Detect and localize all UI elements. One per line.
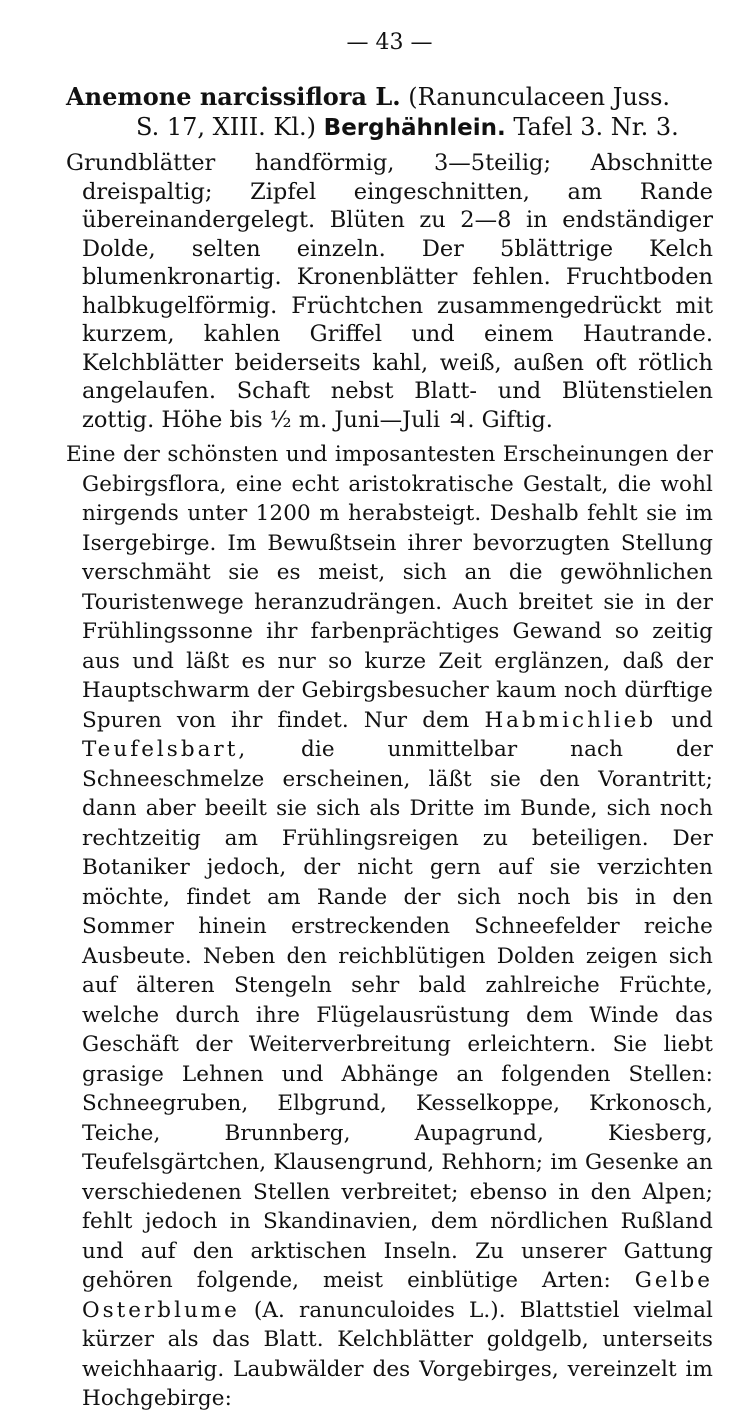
botanical-description: Grundblätter handförmig, 3—5teilig; Abschnitte dreispaltig; Zipfel eingeschnitten, am Rande übereinandergelegt. Blüten zu 2—8 in endständiger Dolde, selten einzeln. Der 5blättrige Kelch blumenkronartig. Kronenblätter fehlen. Fruchtboden halbkugelförmig. Früchtchen zusammengedrückt mit kurzem, kahlen Griffel und einem Hautrande. Kelchblätter beiderseits kahl, weiß, außen oft rötlich angelaufen. Schaft nebst Blatt- und Blütenstielen zottig. Höhe bis ½ m. Juni—Juli ♃. Giftig. [66, 150, 713, 433]
conjunction: und [671, 707, 713, 733]
body-text-part-4: (A. ranunculoides L.). Blattstiel vielmal kürzer als das Blatt. Kelchblätter goldgelb, unterseits weichhaarig. Laubwälder des Vorgebirges, vereinzelt im Hochgebirge: [82, 1297, 714, 1411]
latin-name: Anemone narcissiflora L. [66, 82, 401, 111]
body-text [66, 440, 713, 1414]
plant-name-teufelsbart: Teufelsbart, [82, 737, 249, 762]
german-name: Berghähnlein. [323, 115, 506, 141]
body-text-part-2: die unmittelbar nach der Schneeschmelze erscheinen, läßt sie den Vorantritt; dann aber beeilt sie sich als Dritte im Bunde, sich noch rechtzeitig am Frühlingsreigen zu beteiligen. Der Botaniker jedoch, der nicht gern auf sie verzichten möchte, findet am Rande der sich noch bis in den Sommer hinein erstreckenden Schneefelder reiche Ausbeute. Neben den reichblütigen Dolden zeigen sich auf älteren Stengeln sehr bald zahlreiche Früchte, welche durch ihre Flügelausrüstung dem Winde das Geschäft der Weiterverbreitung erleichtern. Sie liebt grasige Lehnen und Abhänge an folgenden Stellen: Schneegruben, Elbgrund, Kesselkoppe, Krkonosch, Teiche, Brunnberg, Aupagrund, Kiesberg, Teufelsgärtchen, Klausengrund, Rehhorn; im Gesenke an verschiedenen Stellen verbreitet; ebenso in den Alpen; fehlt jedoch in Skandinavien, dem nördlichen Rußland und auf den arktischen Inseln. [82, 737, 714, 1264]
plant-name-gelbe-osterblume: Gelbe Osterblume [82, 1268, 713, 1323]
species-heading [66, 82, 713, 143]
body-paragraph [66, 440, 714, 1414]
plant-name-habmichlieb: Habmichlieb [484, 707, 657, 733]
plate-reference: Tafel 3. Nr. 3. [513, 113, 679, 141]
classification: S. 17, XIII. Kl.) [136, 113, 317, 141]
body-text-part-1: Eine der schönsten und imposantesten Erscheinungen der Gebirgsflora, eine echt aristokratische Gestalt, die wohl nirgends unter 1200 m herabsteigt. Deshalb fehlt sie im Isergebirge. Im Bewußtsein ihrer bevorzugten Stellung verschmäht sie es meist, sich an die gewöhnlichen Touristenwege heranzudrängen. Auch breitet sie in der Frühlingssonne ihr farbenprächtiges Gewand so zeitig aus und läßt es nur so kurze Zeit erglänzen, daß der Hauptschwarm der Gebirgsbesucher kaum noch dürftige Spuren von ihr findet. Nur dem [66, 442, 713, 733]
family-name: (Ranunculaceen Juss. [408, 83, 671, 111]
heading-line-2 [66, 112, 713, 143]
body-text-part-3: Zu unserer Gattung gehören folgende, meist einblütige Arten: [82, 1238, 714, 1293]
page-number: — 43 — [346, 30, 433, 55]
